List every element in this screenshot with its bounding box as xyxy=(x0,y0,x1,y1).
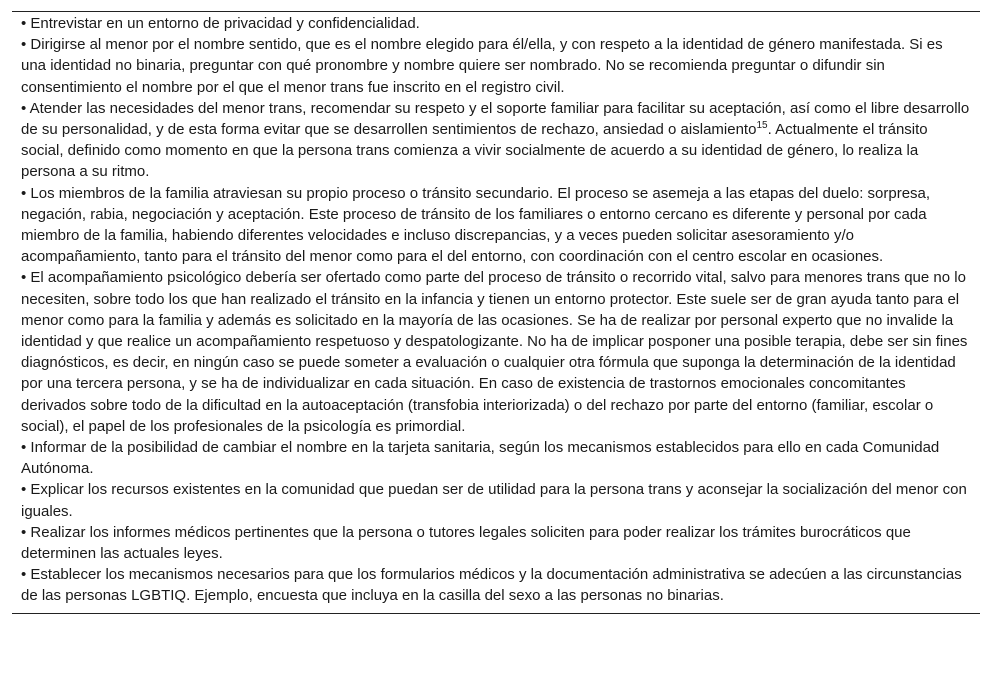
item-text: • Informar de la posibilidad de cambiar el nombre en la tarjeta sanitaria, según los mecanismos establecidos para ello en cada Comunidad Autónoma. xyxy=(21,439,940,478)
recommendation-item-family xyxy=(12,183,980,268)
item-text: • Realizar los informes médicos pertinentes que la persona o tutores legales soliciten para poder realizar los trámites burocráticos que determinen las actuales leyes. xyxy=(21,523,911,563)
recommendations-table xyxy=(12,11,980,614)
recommendation-item-needs xyxy=(12,98,980,183)
item-text-continued: . Actualmente el tránsito social, definido como momento en que la persona trans comienza a vivir socialmente de acuerdo a su identidad de género, lo realiza la persona a su ritmo. xyxy=(21,121,928,181)
item-text: • Establecer los mecanismos necesarios para que los formularios médicos y la documentación administrativa se adecúen a las circunstancias de las personas LGBTIQ. Ejemplo, encuesta que incluya en la casilla del sexo a las personas no binarias. xyxy=(21,566,962,605)
footnote-reference: 15 xyxy=(756,120,768,132)
recommendation-item-forms xyxy=(12,564,980,606)
recommendation-item-name xyxy=(12,34,980,98)
recommendation-item-resources xyxy=(12,479,980,521)
recommendation-item-health-card xyxy=(12,437,980,479)
item-text: • Explicar los recursos existentes en la comunidad que puedan ser de utilidad para la persona trans y aconsejar la socialización del menor con iguales. xyxy=(21,481,967,520)
item-text: • Los miembros de la familia atraviesan su propio proceso o tránsito secundario. El proceso se asemeja a las etapas del duelo: sorpresa, negación, rabia, negociación y aceptación. Este proceso de tránsito de los familiares o entorno cercano es diferente y personal por cada miembro de la familia, habiendo diferentes velocidades e incluso discrepancias, y a veces pueden solicitar asesoramiento y/o acompañamiento, tanto para el tránsito del menor como para el del entorno, con coordinación con el centro escolar en ocasiones. xyxy=(21,184,931,266)
recommendation-item-privacy xyxy=(12,13,980,34)
recommendation-item-psychological xyxy=(12,267,980,437)
item-text: • Dirigirse al menor por el nombre sentido, que es el nombre elegido para él/ella, y con respeto a la identidad de género manifestada. Si es una identidad no binaria, preguntar con qué pronombre y nombre quiere ser nombrado. No se recomienda preguntar o difundir sin consentimiento el nombre por el que el menor trans fue inscrito en el registro civil. xyxy=(21,36,943,96)
recommendation-item-reports xyxy=(12,522,980,564)
item-text: • El acompañamiento psicológico debería ser ofertado como parte del proceso de tránsito o recorrido vital, salvo para menores trans que no lo necesiten, sobre todo los que han realizado el tránsito en la infancia y tienen un entorno protector. Este suele ser de gran ayuda tanto para el menor como para la familia y además es solicitado en la mayoría de las ocasiones. Se ha de realizar por personal experto que no invalide la identidad y que realice un acompañamiento respetuoso y despatologizante. No ha de implicar posponer una posible terapia, debe ser sin fines diagnósticos, es decir, en ningún caso se puede someter a evaluación o cualquier otra fórmula que suponga la determinación de la identidad por una tercera persona, y se ha de individualizar en cada situación. En caso de existencia de trastornos emocionales concomitantes derivados sobre todo de la dificultad en la autoaceptación (transfobia interiorizada) o del rechazo por parte del entorno (familiar, escolar o social), el papel de los profesionales de la psicología es primordial. xyxy=(21,269,968,435)
item-text: • Entrevistar en un entorno de privacidad y confidencialidad. xyxy=(21,15,420,32)
item-text: • Atender las necesidades del menor trans, recomendar su respeto y el soporte familiar para facilitar su aceptación, así como el libre desarrollo de su personalidad, y de esta forma evitar que se desarrollen sentimientos de rechazo, ansiedad o aislamiento xyxy=(21,99,970,139)
